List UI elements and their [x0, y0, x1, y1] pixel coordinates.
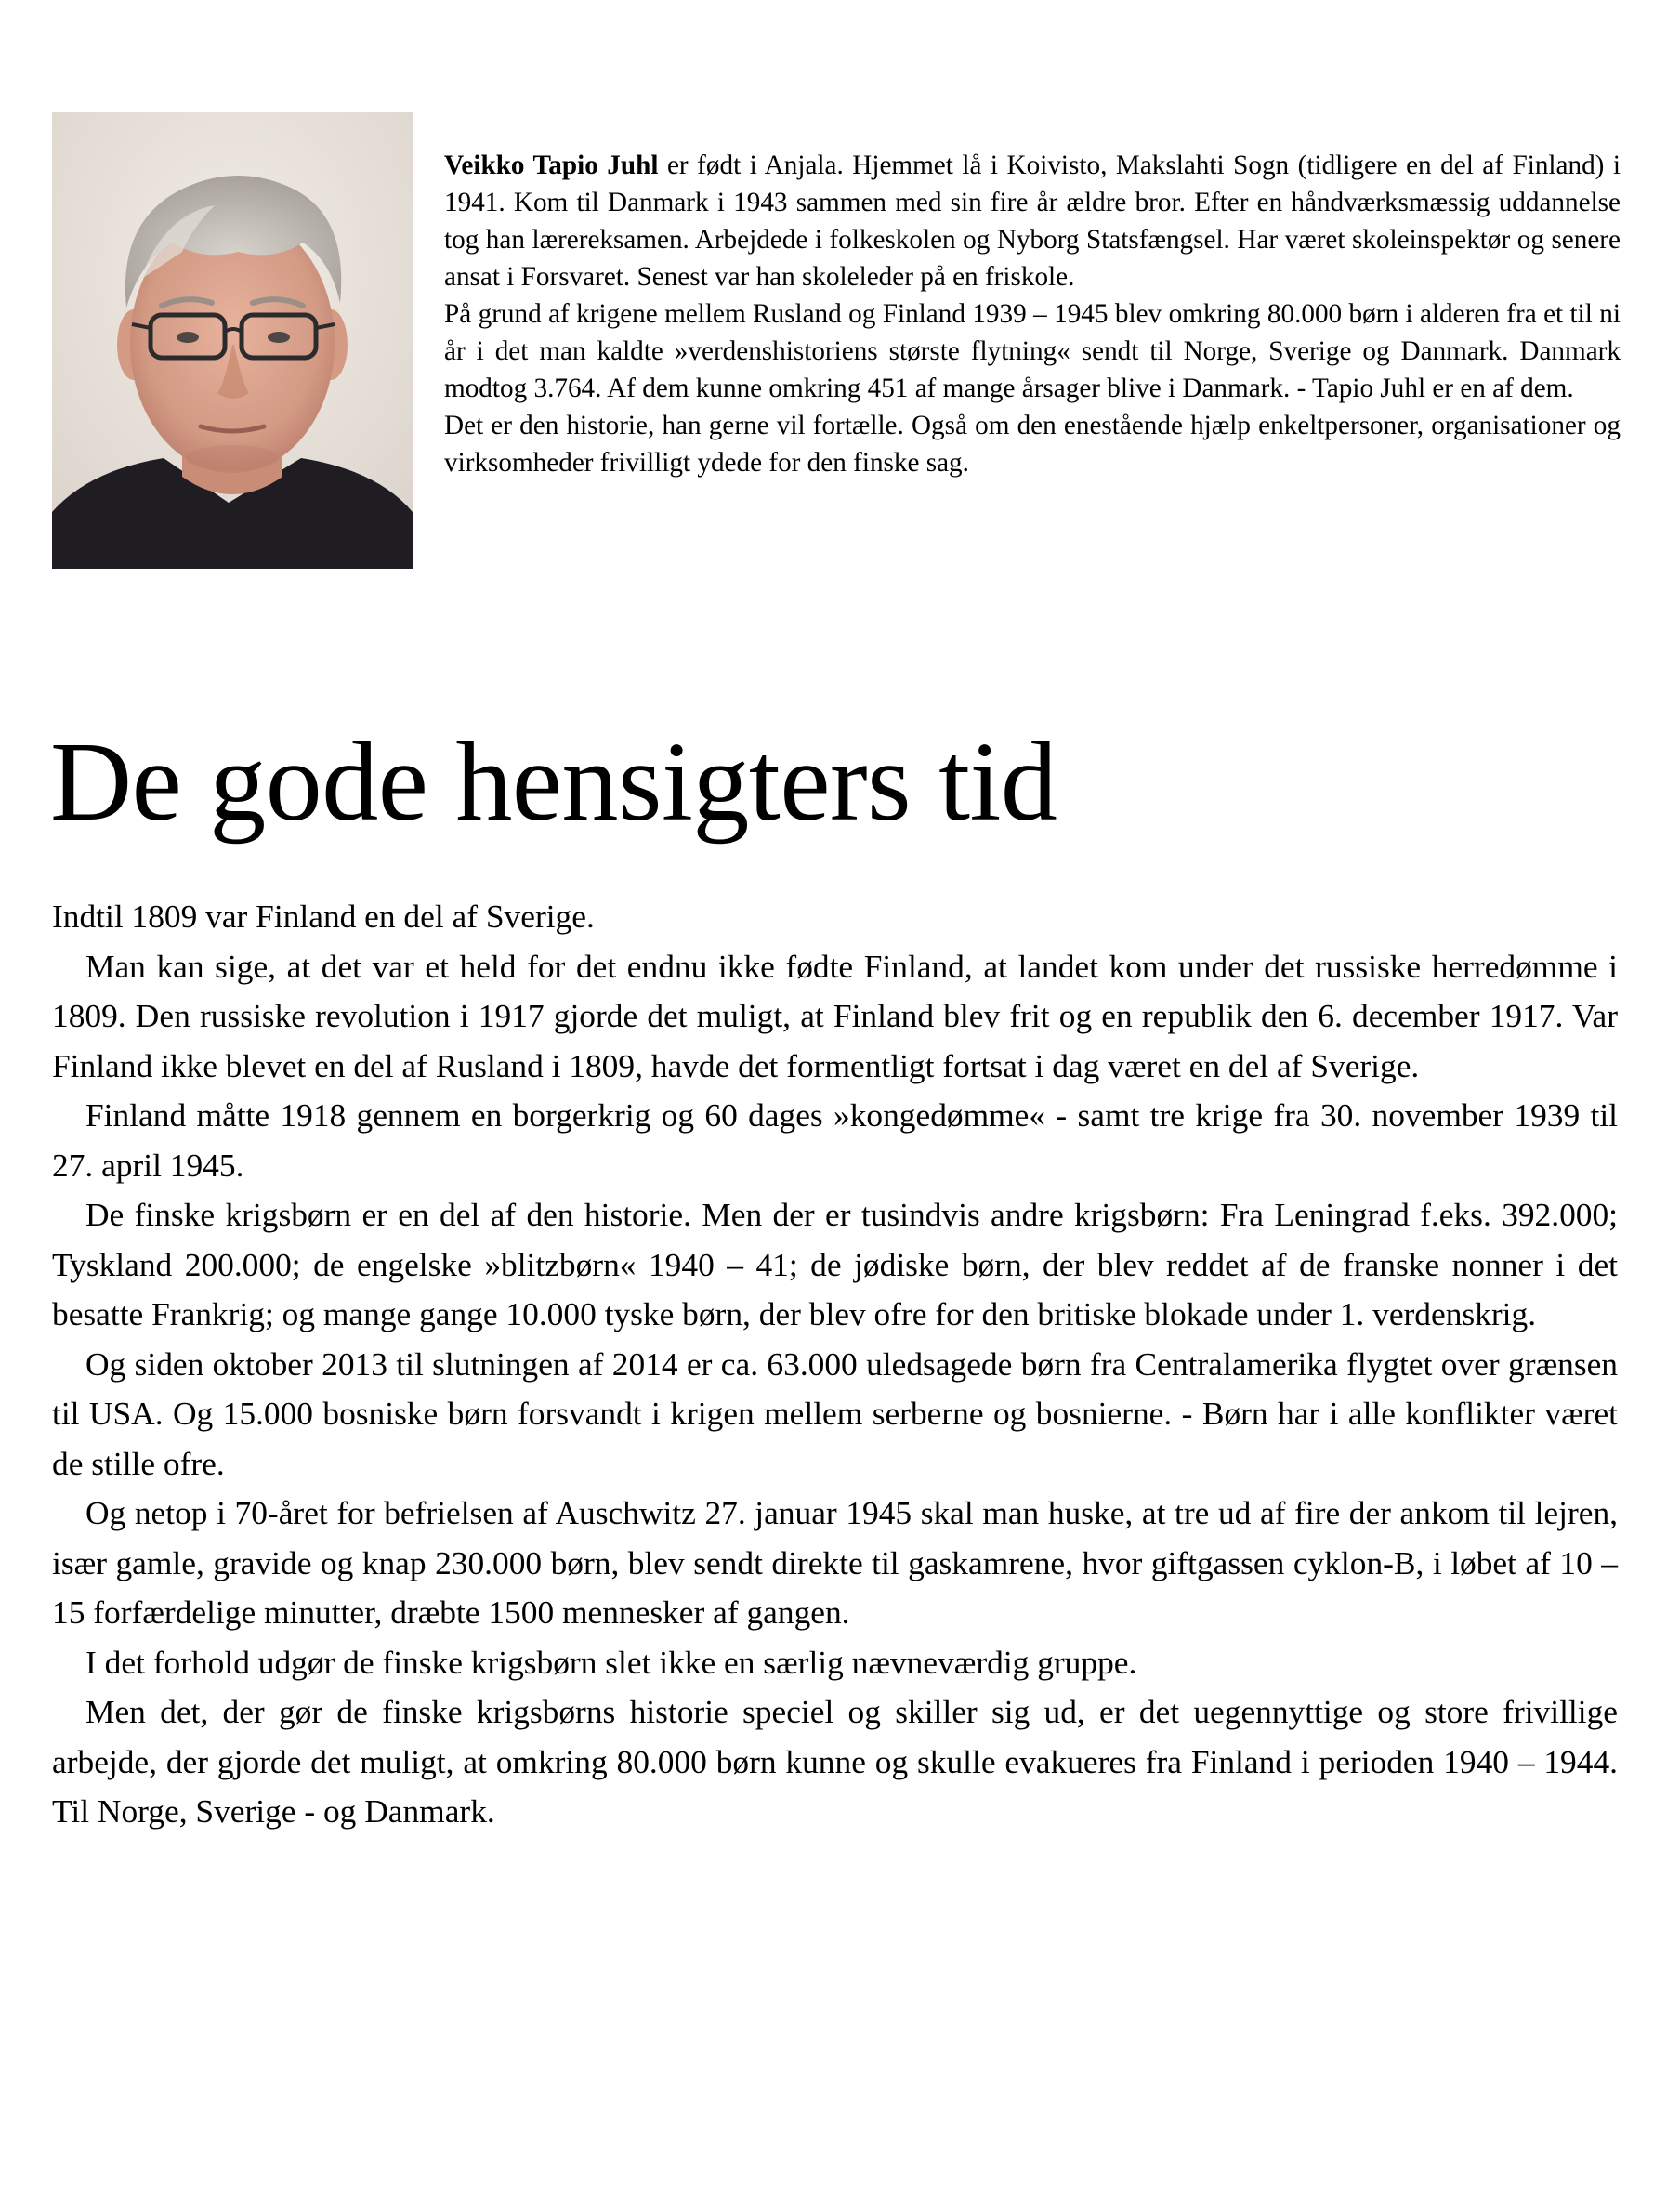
article-paragraph: Og siden oktober 2013 til slutningen af 2014 er ca. 63.000 uledsagede børn fra Centralamerika flygtet over grænsen til USA. Og 15.000 bosniske børn forsvandt i krigen mellem serberne og bosnierne. - Børn har i alle konflikter været de stille ofre.	[52, 1345, 1618, 1482]
portrait-illustration	[52, 112, 413, 569]
bio-paragraph	[444, 147, 1621, 295]
article-paragraph: Men det, der gør de finske krigsbørns historie speciel og skiller sig ud, er det uegennyttige og store frivillige arbejde, der gjorde det muligt, at omkring 80.000 børn kunne og skulle evakueres fra Finland i perioden 1940 – 1944. Til Norge, Sverige - og Danmark.	[52, 1693, 1618, 1830]
article-paragraph: De finske krigsbørn er en del af den historie. Men der er tusindvis andre krigsbørn: Fra Leningrad f.eks. 392.000; Tyskland 200.000; de engelske »blitzbørn« 1940 – 41; de jødiske børn, der blev reddet af de franske nonner i det besatte Frankrig; og mange gange 10.000 tyske børn, der blev ofre for den britiske blokade under 1. verdenskrig.	[52, 1196, 1618, 1332]
article-title: De gode hensigters tid	[50, 719, 1057, 845]
author-bio	[444, 147, 1621, 481]
article-body	[52, 892, 1618, 1837]
bio-paragraph: På grund af krigene mellem Rusland og Finland 1939 – 1945 blev omkring 80.000 børn i alderen fra et til ni år i det man kaldte »verdenshistoriens største flytning« sendt til Norge, Sverige og Danmark. Danmark modtog 3.764. Af dem kunne omkring 451 af mange årsager blive i Danmark. - Tapio Juhl er en af dem.	[444, 299, 1621, 403]
author-portrait-photo	[52, 112, 413, 569]
article-paragraph: Finland måtte 1918 gennem en borgerkrig og 60 dages »kongedømme« - samt tre krige fra 30. november 1939 til 27. april 1945.	[52, 1096, 1618, 1184]
bio-text: er født i Anjala. Hjemmet lå i Koivisto, Makslahti Sogn (tidligere en del af Finland) i 1941. Kom til Danmark i 1943 sammen med sin fire år ældre bror. Efter en håndværksmæssig uddannelse tog han lærereksamen. Arbejdede i folkeskolen og Nyborg Statsfængsel. Har været skoleinspektør og senere ansat i Forsvaret. Senest var han skoleleder på en friskole.	[444, 151, 1621, 292]
article-paragraph: Og netop i 70-året for befrielsen af Auschwitz 27. januar 1945 skal man huske, at tre ud af fire der ankom til lejren, især gamle, gravide og knap 230.000 børn, blev sendt direkte til gaskamrene, hvor giftgassen cyklon-B, i løbet af 10 – 15 forfærdelige minutter, dræbte 1500 mennesker af gangen.	[52, 1494, 1618, 1631]
article-paragraph: Indtil 1809 var Finland en del af Sverige.	[52, 898, 595, 935]
article-paragraph: Man kan sige, at det var et held for det endnu ikke fødte Finland, at landet kom under det russiske herredømme i 1809. Den russiske revolution i 1917 gjorde det muligt, at Finland blev frit og en republik den 6. december 1917. Var Finland ikke blevet en del af Rusland i 1809, havde det formentligt fortsat i dag været en del af Sverige.	[52, 947, 1618, 1084]
article-paragraph: I det forhold udgør de finske krigsbørn slet ikke en særlig nævneværdig gruppe.	[85, 1643, 1137, 1681]
bio-paragraph: Det er den historie, han gerne vil fortælle. Også om den enestående hjælp enkeltpersoner, organisationer og virksomheder frivilligt ydede for den finske sag.	[444, 411, 1621, 478]
author-name: Veikko Tapio Juhl	[444, 151, 659, 180]
